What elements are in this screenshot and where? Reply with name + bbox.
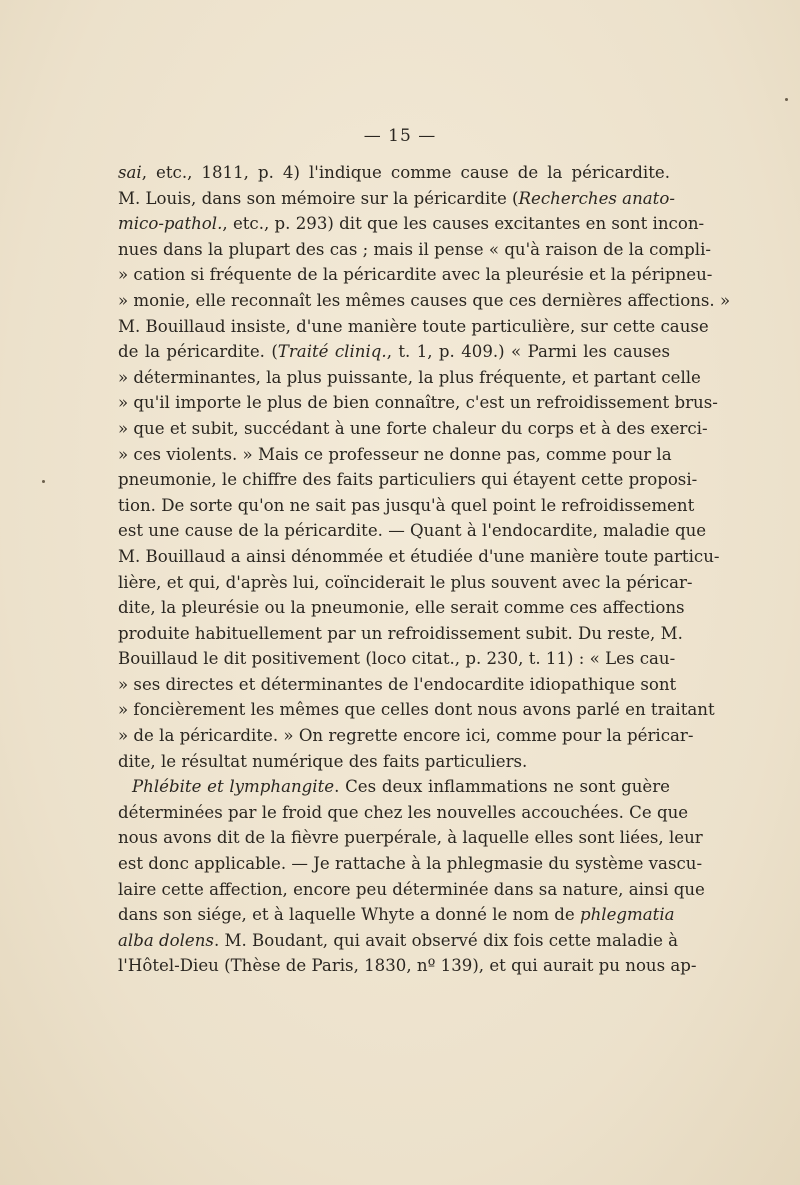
text-run: , etc., 1811, p. 4) l'indique comme cause de la péricardite. <box>141 163 670 182</box>
text-line <box>118 953 697 979</box>
text-line <box>118 467 698 493</box>
text-run: l'Hôtel-Dieu (Thèse de Paris, 1830, nº 139), et qui aurait pu nous ap- <box>118 956 697 976</box>
text-run: Bouillaud le dit positivement (loco citat., p. 230, t. 11) : « Les cau- <box>118 649 676 669</box>
italic-text: alba dolens <box>118 930 214 950</box>
text-line <box>118 800 689 826</box>
text-line <box>118 442 670 468</box>
text-run: tion. De sorte qu'on ne sait pas jusqu'à quel point le refroidissement <box>118 495 695 515</box>
italic-text: Traité cliniq. <box>277 342 387 362</box>
text-run: est donc applicable. — Je rattache à la phlegmasie du système vascu- <box>118 854 703 874</box>
text-run: , t. 1, p. 409.) « Parmi les causes <box>386 342 671 362</box>
text-run: » qu'il importe le plus de bien connaître, c'est un refroidissement brus- <box>118 393 718 413</box>
text-line <box>118 928 679 954</box>
text-run: déterminées par le froid que chez les nouvelles accouchées. Ce que <box>118 802 689 822</box>
italic-text: phlegmatia <box>580 905 675 925</box>
body-text <box>118 160 731 979</box>
italic-text: mico-pathol. <box>118 214 223 234</box>
text-line <box>118 211 705 237</box>
text-run: M. Bouillaud insiste, d'une manière toute particulière, sur cette cause <box>118 316 709 336</box>
text-run: est une cause de la péricardite. — Quant à l'endocardite, maladie que <box>118 521 707 541</box>
text-run: nous avons dit de la fièvre puerpérale, à laquelle elles sont liées, leur <box>118 828 703 848</box>
text-run: dans son siége, et à laquelle Whyte a donné le nom de <box>118 905 580 925</box>
text-line <box>118 544 720 570</box>
text-line <box>118 774 670 800</box>
text-run: lière, et qui, d'après lui, coïnciderait le plus souvent avec la péricar- <box>118 572 693 592</box>
text-line <box>118 237 712 263</box>
text-run: . M. Boudant, qui avait observé dix fois cette maladie à <box>213 930 679 950</box>
text-line <box>118 518 707 544</box>
text-line <box>118 365 701 391</box>
text-line <box>118 877 705 903</box>
text-line <box>118 672 677 698</box>
text-line <box>118 186 675 212</box>
text-line <box>118 160 670 186</box>
paragraph <box>118 774 705 979</box>
italic-text: sai <box>118 163 142 182</box>
text-line <box>118 902 675 928</box>
text-line <box>118 646 676 672</box>
text-run: » ses directes et déterminantes de l'endocardite idiopathique sont <box>118 674 677 694</box>
text-run: dite, la pleurésie ou la pneumonie, elle serait comme ces affections <box>118 598 685 618</box>
text-line <box>118 288 731 314</box>
text-line <box>118 621 683 647</box>
text-run: » monie, elle reconnaît les mêmes causes que ces dernières affections. » <box>118 290 731 310</box>
text-run: » que et subit, succédant à une forte chaleur du corps et à des exerci- <box>118 418 708 438</box>
text-run: » déterminantes, la plus puissante, la plus fréquente, et partant celle <box>118 367 701 387</box>
text-run: dite, le résultat numérique des faits particuliers. <box>118 751 528 771</box>
text-line <box>118 390 718 416</box>
text-run: produite habituellement par un refroidissement subit. Du reste, M. <box>118 623 683 643</box>
text-line <box>118 697 715 723</box>
page-number: — 15 — <box>363 126 437 146</box>
text-run: , etc., p. 293) dit que les causes excitantes en sont incon- <box>222 214 705 234</box>
italic-text: Phlébite et lymphangite <box>132 777 335 797</box>
text-line <box>118 493 695 519</box>
text-run: » ces violents. » Mais ce professeur ne donne pas, comme pour la <box>118 444 672 464</box>
paper-speck <box>42 480 45 483</box>
text-run: M. Louis, dans son mémoire sur la péricardite ( <box>118 188 519 208</box>
text-run: » de la péricardite. » On regrette encore ici, comme pour la péricar- <box>118 726 694 746</box>
text-line <box>118 851 703 877</box>
text-line <box>118 749 670 775</box>
text-run: de la péricardite. ( <box>118 342 278 362</box>
italic-text: Recherches anato- <box>518 188 675 208</box>
text-line <box>118 416 708 442</box>
text-run: . Ces deux inflammations ne sont guère <box>334 777 670 797</box>
text-line <box>118 262 713 288</box>
text-line <box>118 570 693 596</box>
paragraph <box>118 160 731 774</box>
text-line <box>118 825 703 851</box>
text-run: M. Bouillaud a ainsi dénommée et étudiée d'une manière toute particu- <box>118 546 720 566</box>
text-line <box>118 723 694 749</box>
text-run: » cation si fréquente de la péricardite avec la pleurésie et la péripneu- <box>118 265 713 285</box>
text-run: pneumonie, le chiffre des faits particuliers qui étayent cette proposi- <box>118 470 698 490</box>
text-run: » foncièrement les mêmes que celles dont nous avons parlé en traitant <box>118 700 715 720</box>
text-run: laire cette affection, encore peu déterminée dans sa nature, ainsi que <box>118 879 705 899</box>
text-run: nues dans la plupart des cas ; mais il pense « qu'à raison de la compli- <box>118 239 712 259</box>
text-line <box>118 314 709 340</box>
text-line <box>118 595 685 621</box>
text-line <box>118 339 670 365</box>
paper-speck <box>785 98 788 101</box>
